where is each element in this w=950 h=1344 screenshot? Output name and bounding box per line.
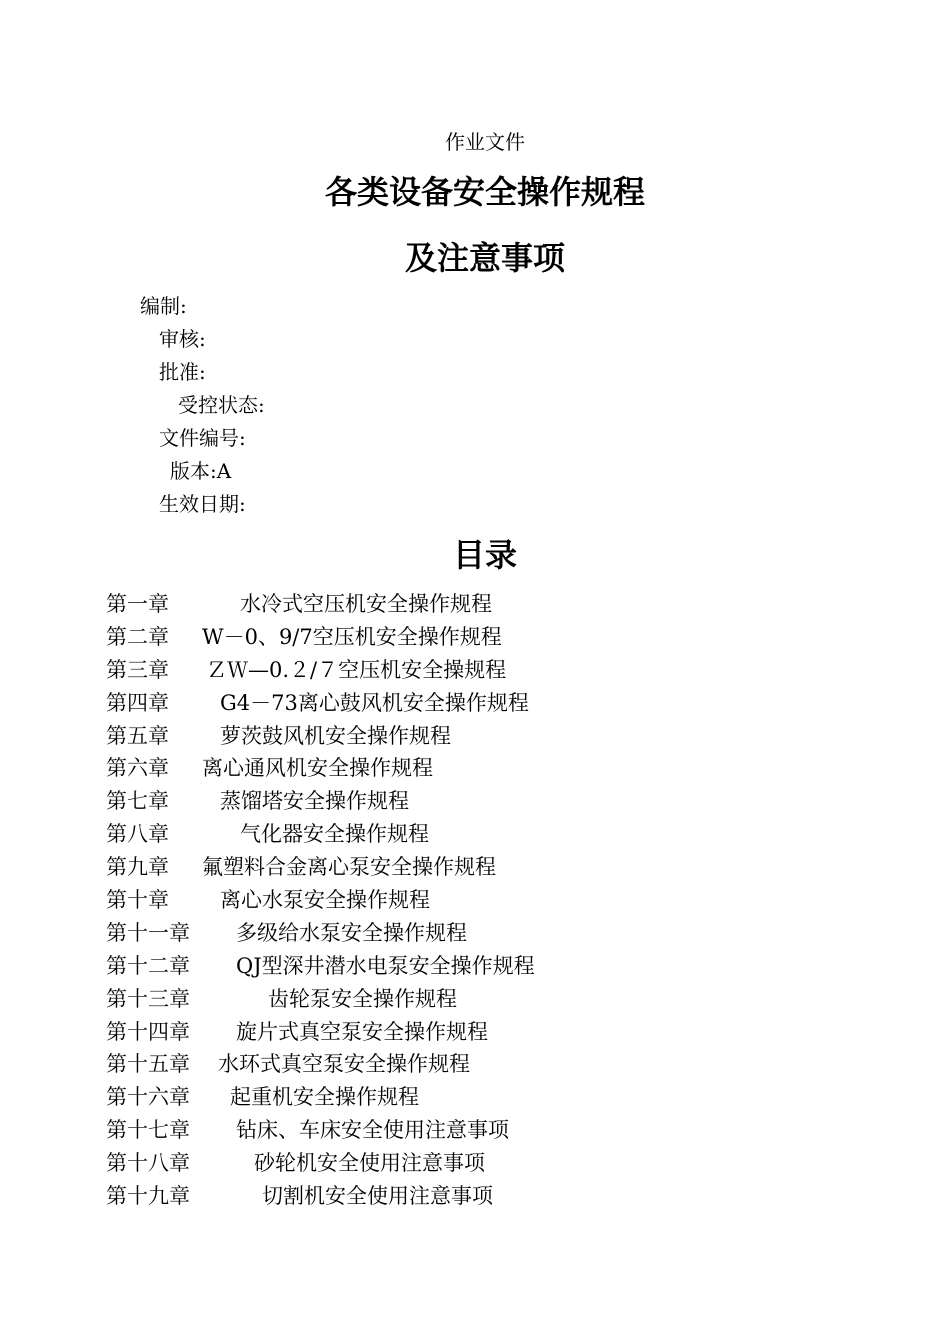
toc-chapter-title: 离心水泵安全操作规程	[220, 888, 430, 913]
toc-title: 目录	[452, 536, 517, 574]
toc-chapter-title: QJ型深井潜水电泵安全操作规程	[236, 953, 535, 978]
toc-chapter-title: 砂轮机安全使用注意事项	[254, 1151, 485, 1176]
toc-chapter-title: 切割机安全使用注意事项	[262, 1184, 493, 1209]
toc-chapter-number: 第五章	[106, 723, 169, 748]
toc-item	[106, 1180, 886, 1213]
toc-item	[106, 752, 886, 785]
meta-document-number: 文件编号:	[159, 426, 246, 450]
toc-chapter-number: 第十五章	[106, 1052, 190, 1077]
toc-chapter-number: 第十一章	[106, 920, 190, 945]
toc-chapter-number: 第四章	[106, 690, 169, 715]
toc-chapter-number: 第十章	[106, 888, 169, 913]
toc-item	[106, 588, 886, 621]
toc-chapter-title: ＺＷ—0.２/７空压机安全操规程	[206, 657, 507, 682]
meta-control-status: 受控状态:	[178, 393, 265, 417]
toc-chapter-title: 水环式真空泵安全操作规程	[218, 1052, 470, 1077]
toc-chapter-title: 蒸馏塔安全操作规程	[220, 789, 409, 814]
toc-item	[106, 917, 886, 950]
toc-chapter-title: 齿轮泵安全操作规程	[268, 986, 457, 1011]
toc-chapter-title: 旋片式真空泵安全操作规程	[236, 1019, 488, 1044]
toc-item	[106, 983, 886, 1016]
toc-chapter-number: 第二章	[106, 624, 169, 649]
toc-item	[106, 851, 886, 884]
toc-chapter-number: 第十六章	[106, 1085, 190, 1110]
toc-item	[106, 1016, 886, 1049]
toc-item	[106, 1048, 886, 1081]
toc-chapter-number: 第十四章	[106, 1019, 190, 1044]
document-type-label: 作业文件	[445, 130, 525, 154]
toc-chapter-title: 离心通风机安全操作规程	[202, 756, 433, 781]
toc-chapter-number: 第十九章	[106, 1184, 190, 1209]
toc-chapter-number: 第一章	[106, 592, 169, 616]
toc-chapter-title: 起重机安全操作规程	[230, 1085, 419, 1110]
toc-item	[106, 621, 886, 654]
toc-item	[106, 687, 886, 720]
toc-chapter-title: 萝茨鼓风机安全操作规程	[220, 723, 451, 748]
toc-item	[106, 785, 886, 818]
toc-chapter-title: 钻床、车床安全使用注意事项	[236, 1118, 509, 1143]
table-of-contents	[106, 588, 886, 1213]
meta-effective-date: 生效日期:	[159, 492, 246, 516]
document-title-line-2: 及注意事项	[404, 239, 565, 277]
toc-chapter-number: 第七章	[106, 789, 169, 814]
toc-item	[106, 818, 886, 851]
toc-chapter-number: 第十三章	[106, 986, 190, 1011]
document-title-line-1: 各类设备安全操作规程	[324, 173, 645, 211]
toc-item	[106, 654, 886, 687]
toc-item	[106, 720, 886, 753]
toc-chapter-title: G4－73离心鼓风机安全操作规程	[220, 690, 529, 715]
meta-reviewed-by: 审核:	[159, 327, 206, 351]
toc-chapter-title: 多级给水泵安全操作规程	[236, 920, 467, 945]
meta-approved-by: 批准:	[159, 360, 206, 384]
toc-chapter-title: 氟塑料合金离心泵安全操作规程	[202, 855, 496, 880]
toc-chapter-number: 第八章	[106, 822, 169, 847]
meta-compiled-by: 编制:	[140, 294, 187, 318]
toc-chapter-title: 气化器安全操作规程	[240, 822, 429, 847]
toc-item	[106, 1147, 886, 1180]
meta-version: 版本:A	[170, 459, 232, 483]
toc-chapter-number: 第三章	[106, 657, 169, 682]
toc-item	[106, 1114, 886, 1147]
toc-item	[106, 884, 886, 917]
toc-item	[106, 1081, 886, 1114]
toc-chapter-title: W－0、9/7空压机安全操作规程	[202, 624, 502, 649]
toc-chapter-title: 水冷式空压机安全操作规程	[240, 592, 492, 616]
toc-chapter-number: 第六章	[106, 756, 169, 781]
toc-chapter-number: 第九章	[106, 855, 169, 880]
toc-chapter-number: 第十八章	[106, 1151, 190, 1176]
toc-chapter-number: 第十七章	[106, 1118, 190, 1143]
toc-chapter-number: 第十二章	[106, 953, 190, 978]
toc-item	[106, 950, 886, 983]
